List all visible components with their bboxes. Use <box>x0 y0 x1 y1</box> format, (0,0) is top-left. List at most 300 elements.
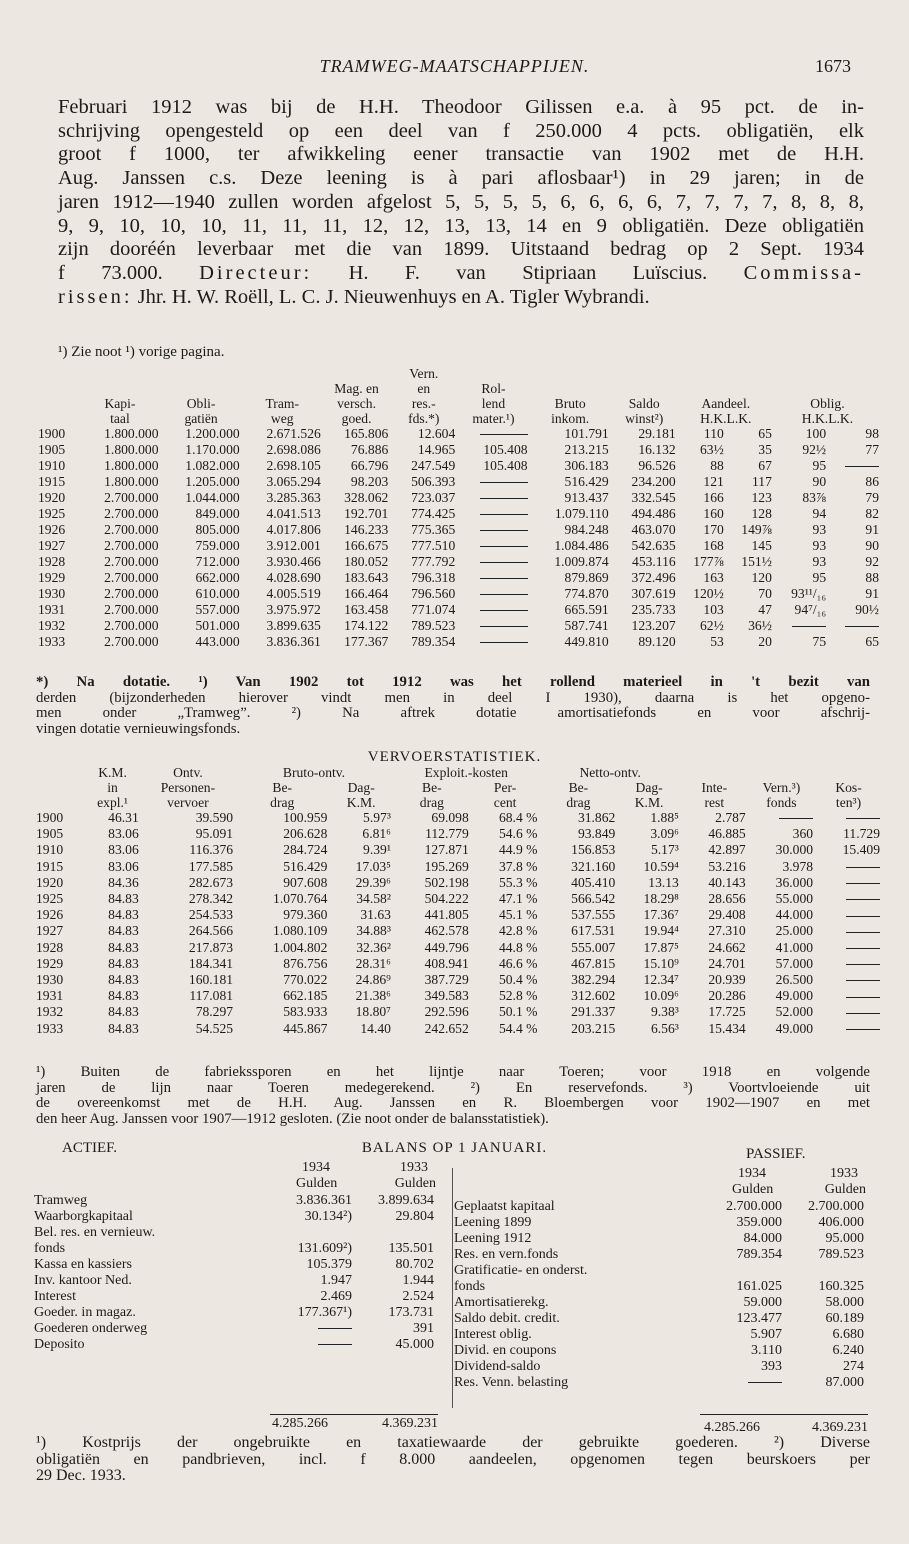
balance-row <box>32 1209 436 1225</box>
balance-item-value: 2.700.000 <box>726 1199 782 1214</box>
intro-line: schrijving opengesteld op een deel van f 250.000 4 pcts. obligatiën, elk <box>58 119 864 142</box>
table-cell: 183.643 <box>344 570 389 585</box>
balance-item-value <box>354 1225 436 1241</box>
table-cell: 84.83 <box>108 955 139 971</box>
unit-label: Gulden <box>296 1176 338 1191</box>
table-body <box>34 810 882 1037</box>
table-cell <box>457 506 529 522</box>
table-cell <box>774 618 828 634</box>
table-row <box>34 810 882 826</box>
column-header: Be- <box>272 780 293 795</box>
dash-placeholder <box>480 546 528 547</box>
table-cell: 20.286 <box>708 988 746 1004</box>
table-cell: 127.871 <box>424 842 469 858</box>
table-header-row <box>36 396 881 411</box>
table-cell: 3.912.001 <box>266 538 321 553</box>
table-cell: 1.800.000 <box>104 426 159 441</box>
balance-item-value <box>272 1225 354 1241</box>
footnote-line: derden (bijzonderheden hierover vindt men in deel I 1930), daarna is het opgeno- <box>36 689 870 706</box>
table-cell: 282.673 <box>188 874 234 890</box>
balance-item-value: 58.000 <box>825 1295 864 1310</box>
table-cell: 21.38⁶ <box>355 988 391 1004</box>
table-cell: 53.216 <box>708 858 746 874</box>
column-header: drag <box>419 795 444 810</box>
table-cell: 120½ <box>693 586 724 601</box>
dash-placeholder <box>480 626 528 627</box>
table-cell: 31.63 <box>360 907 391 923</box>
table-cell: 42.897 <box>708 842 746 858</box>
footnote-line: de overeenkomst met de H.H. Aug. Janssen en R. Bloembergen voor 1902—1907 en met <box>36 1095 870 1112</box>
table-cell: 1.079.110 <box>554 506 609 521</box>
table-body <box>32 1193 436 1353</box>
table-cell: 2.700.000 <box>104 618 159 633</box>
transport-statistics-table <box>34 765 882 1037</box>
table-cell: 2.671.526 <box>266 426 321 441</box>
table-row <box>36 634 881 650</box>
balance-item-value <box>272 1337 354 1353</box>
balance-row <box>32 1241 436 1257</box>
table-cell: 2.700.000 <box>104 602 159 617</box>
footnote-financial <box>36 675 870 737</box>
table-cell: 70 <box>758 586 772 601</box>
total-1934: 4.285.266 <box>704 1420 760 1435</box>
table-cell: 789.523 <box>411 618 456 633</box>
balance-row <box>452 1215 866 1231</box>
table-cell: 10.09⁶ <box>643 988 679 1004</box>
table-cell: 44.000 <box>775 907 814 923</box>
table-cell: 54.6 % <box>498 826 538 842</box>
dash-placeholder <box>846 932 880 933</box>
column-header: K.M. <box>98 765 127 780</box>
table-cell: 441.805 <box>424 907 469 923</box>
table-cell: 39.590 <box>195 810 234 825</box>
table-cell: 14.965 <box>417 442 456 457</box>
dash-placeholder <box>318 1344 352 1345</box>
table-row <box>36 490 881 506</box>
balance-item-label: fonds <box>34 1241 66 1256</box>
balance-item-value <box>702 1263 784 1279</box>
footnote-line: obligatiën en pandbrieven, incl. f 8.000 aandeelen, opgenomen tegen beurskoers per <box>36 1450 870 1468</box>
dash-placeholder <box>846 916 880 917</box>
table-cell: 13.13 <box>648 874 679 890</box>
table-cell <box>457 634 529 650</box>
table-cell: 662.185 <box>283 988 328 1004</box>
year-cell: 1910 <box>38 458 66 473</box>
table-cell: 4.041.513 <box>266 506 321 521</box>
table-cell: 12.604 <box>417 426 456 441</box>
table-cell: 95.091 <box>195 826 234 842</box>
table-cell: 76.886 <box>350 442 389 457</box>
dash-placeholder <box>846 980 880 981</box>
dash-placeholder <box>846 1029 880 1030</box>
table-cell: 15.434 <box>708 1020 746 1036</box>
table-cell: 30.000 <box>775 842 814 858</box>
footnote-transport <box>36 1065 870 1127</box>
table-cell: 29.39⁶ <box>355 874 391 890</box>
year-cell: 1927 <box>38 538 66 553</box>
table-cell: 2.700.000 <box>104 522 159 537</box>
balance-item-value: 5.907 <box>750 1327 782 1342</box>
balance-row <box>32 1321 436 1337</box>
table-cell: 463.070 <box>631 522 676 537</box>
balance-item-value: 2.524 <box>402 1289 434 1304</box>
balance-row <box>452 1279 866 1295</box>
table-cell: 2.787 <box>715 810 746 825</box>
footnote-line: jaren de lijn naar Toeren medegerekend. ²) En reservefonds. ³) Voortvloeiende uit <box>36 1079 870 1096</box>
column-header: Saldo <box>628 396 660 411</box>
table-cell: 45.1 % <box>498 907 538 923</box>
table-cell: 110 <box>703 426 724 441</box>
table-cell: 405.410 <box>571 874 616 890</box>
table-cell: 92 <box>865 554 879 569</box>
table-cell <box>457 490 529 506</box>
dash-placeholder <box>480 610 528 611</box>
table-cell: 6.81⁶ <box>362 826 391 842</box>
table-cell: 93 <box>812 538 827 553</box>
table-cell: 36.000 <box>775 874 814 890</box>
column-header: Bruto-ontv. <box>282 765 346 780</box>
table-cell: 15.409 <box>842 842 880 858</box>
balance-item-label: Res. Venn. belasting <box>454 1375 569 1390</box>
table-cell: 42.8 % <box>498 923 538 939</box>
passief-table <box>452 1199 866 1391</box>
table-cell: 184.341 <box>188 955 234 971</box>
table-cell: 3.975.972 <box>266 602 321 617</box>
table-cell <box>457 538 529 554</box>
dash-placeholder <box>779 818 813 819</box>
dash-placeholder <box>846 948 880 949</box>
footnote-line: men onder „Tramweg”. ²) Na aftrek dotatie amortisatiefonds en voor afschrij- <box>36 705 870 722</box>
table-cell: 67 <box>758 458 772 473</box>
column-header: Kos- <box>835 780 862 795</box>
table-cell: 3.285.363 <box>266 490 321 505</box>
table-cell: 2.700.000 <box>104 506 159 521</box>
table-cell: 264.566 <box>188 923 234 939</box>
column-header: rest <box>704 795 725 810</box>
table-cell: 128 <box>751 506 772 521</box>
table-cell: 32.36² <box>356 939 391 955</box>
table-row <box>36 586 881 602</box>
table-cell <box>815 956 882 972</box>
dash-placeholder <box>846 997 880 998</box>
table-cell: 516.429 <box>564 474 609 489</box>
column-header: Be- <box>568 780 589 795</box>
table-cell: 774.870 <box>564 586 609 601</box>
table-cell: 771.074 <box>411 602 456 617</box>
balance-row <box>32 1273 436 1289</box>
table-cell: 12.34⁷ <box>643 972 679 988</box>
column-header: Aandeel. <box>701 396 751 411</box>
table-cell: 163.458 <box>344 602 389 617</box>
table-header-row <box>34 780 882 795</box>
column-header: gatiën <box>184 411 218 426</box>
table-cell: 91 <box>865 586 879 601</box>
table-cell: 84.83 <box>108 972 139 988</box>
table-cell <box>815 810 882 826</box>
balance-item-value: 789.523 <box>818 1247 864 1262</box>
table-cell: 770.022 <box>283 972 328 988</box>
table-row <box>34 988 882 1004</box>
table-cell: 37.8 % <box>498 858 538 874</box>
balance-row <box>32 1337 436 1353</box>
table-cell: 166.464 <box>344 586 389 601</box>
table-cell: 47.1 % <box>498 891 538 907</box>
column-header: Obli- <box>186 396 216 411</box>
column-header: Dag- <box>347 780 375 795</box>
year-cell: 1932 <box>38 618 66 633</box>
balance-item-value: 45.000 <box>395 1337 434 1352</box>
table-cell: 49.000 <box>775 988 814 1004</box>
table-cell <box>828 618 881 634</box>
year-cell: 1920 <box>36 874 64 890</box>
table-cell: 467.815 <box>571 955 616 971</box>
table-cell: 566.542 <box>571 891 616 907</box>
year-cell: 1905 <box>36 826 64 842</box>
total-rule <box>270 1414 438 1415</box>
table-cell: 177.367 <box>344 634 389 649</box>
year-cell: 1933 <box>38 634 66 649</box>
table-cell: 5.17³ <box>650 842 679 858</box>
table-cell: 46.31 <box>108 810 139 825</box>
year-cell: 1930 <box>36 972 64 988</box>
table-cell: 372.496 <box>631 570 676 585</box>
table-cell: 29.408 <box>708 907 746 923</box>
column-header: goed. <box>341 411 372 426</box>
balance-row <box>452 1263 866 1279</box>
table-cell: 69.098 <box>431 810 469 825</box>
table-cell: 84.83 <box>108 1004 139 1020</box>
table-cell: 55.000 <box>775 891 814 907</box>
table-header-row <box>36 381 881 396</box>
balance-row <box>32 1305 436 1321</box>
year-cell: 1915 <box>38 474 66 489</box>
table-cell: 98.203 <box>350 474 389 489</box>
table-cell: 445.867 <box>283 1020 328 1036</box>
balance-row <box>452 1327 866 1343</box>
table-row <box>36 458 881 474</box>
column-header: winst²) <box>625 411 664 426</box>
table-cell: 254.533 <box>188 907 234 923</box>
actief-label: ACTIEF. <box>62 1140 118 1156</box>
table-cell: 46.885 <box>708 826 746 842</box>
table-cell: 723.037 <box>411 490 456 505</box>
table-cell: 462.578 <box>424 923 469 939</box>
table-cell: 506.393 <box>411 474 456 489</box>
table-cell: 247.549 <box>411 458 456 473</box>
table-cell: 234.200 <box>631 474 676 489</box>
column-header: Vern. <box>409 366 439 381</box>
table-row <box>34 923 882 939</box>
table-cell: 24.701 <box>708 955 746 971</box>
table-cell: 88 <box>865 570 879 585</box>
table-cell: 312.602 <box>571 988 616 1004</box>
table-cell: 10.59⁴ <box>643 858 679 874</box>
dash-placeholder <box>318 1328 352 1329</box>
table-cell: 117 <box>752 474 772 489</box>
commissarissen-label-cont: rissen: <box>58 285 133 308</box>
table-cell <box>815 875 882 891</box>
table-cell: 90 <box>812 474 827 489</box>
table-cell: 876.756 <box>283 955 328 971</box>
balance-item-value: 3.110 <box>751 1343 782 1358</box>
dash-placeholder <box>480 642 528 643</box>
table-cell: 180.052 <box>344 554 389 569</box>
dash-placeholder <box>792 626 826 627</box>
table-cell: 63½ <box>700 442 724 457</box>
balance-row <box>452 1231 866 1247</box>
table-cell: 796.318 <box>411 570 456 585</box>
balance-item-value: 789.354 <box>736 1247 782 1262</box>
table-cell: 112.779 <box>425 826 469 842</box>
year-cell: 1931 <box>38 602 66 617</box>
table-cell: 349.583 <box>424 988 469 1004</box>
table-row <box>34 972 882 988</box>
table-cell: 165.806 <box>344 426 389 441</box>
table-cell: 2.700.000 <box>104 554 159 569</box>
column-header: expl.¹ <box>97 795 129 810</box>
dash-placeholder <box>748 1382 782 1383</box>
table-cell <box>457 602 529 618</box>
table-cell: 52.8 % <box>498 988 538 1004</box>
column-header: Be- <box>422 780 442 795</box>
table-cell: 149⅞ <box>741 522 772 537</box>
table-cell <box>828 458 881 474</box>
intro-paragraph <box>58 96 864 309</box>
table-cell: 14.40 <box>360 1020 391 1036</box>
intro-line: 9, 9, 10, 10, 10, 11, 11, 11, 12, 12, 13, 13, 14 en 9 obligatiën. Deze obligatiën <box>58 214 864 237</box>
table-cell: 617.531 <box>571 923 616 939</box>
balance-item-label: Divid. en coupons <box>454 1343 557 1358</box>
table-cell: 47 <box>758 602 772 617</box>
table-cell: 712.000 <box>195 554 240 569</box>
dash-placeholder <box>845 466 879 467</box>
table-cell <box>815 891 882 907</box>
table-cell: 88 <box>710 458 724 473</box>
year-1933: 1933 <box>830 1166 858 1181</box>
column-header: versch. <box>337 396 376 411</box>
table-cell: 120 <box>751 570 772 585</box>
column-header: Bruto <box>554 396 586 411</box>
column-header: res.- <box>411 396 436 411</box>
table-cell: 796.560 <box>411 586 456 601</box>
table-cell: 28.656 <box>708 891 746 907</box>
balance-item-label: Deposito <box>34 1337 85 1352</box>
table-cell: 5.97³ <box>363 810 391 825</box>
dash-placeholder <box>846 1013 880 1014</box>
balance-item-value: 406.000 <box>818 1215 864 1230</box>
table-row <box>34 956 882 972</box>
page-number: 1673 <box>815 56 851 76</box>
column-header: K.M. <box>346 795 376 810</box>
year-cell: 1905 <box>38 442 66 457</box>
table-cell: 17.36⁷ <box>643 907 679 923</box>
year-cell: 1928 <box>36 939 64 955</box>
balance-item-value: 6.680 <box>832 1327 864 1342</box>
table-cell: 29.181 <box>638 426 676 441</box>
table-cell: 84.83 <box>108 907 139 923</box>
table-cell: 100.959 <box>283 810 328 825</box>
total-1933: 4.369.231 <box>812 1420 868 1435</box>
intro-line-directeur <box>58 262 864 286</box>
commissarissen-names: Jhr. H. W. Roëll, L. C. J. Nieuwenhuys en A. Tigler Wybrandi. <box>132 285 650 308</box>
table-cell <box>457 618 529 634</box>
table-cell: 789.354 <box>411 634 456 649</box>
table-cell: 3.978 <box>782 858 814 874</box>
table-cell: 3.836.361 <box>266 634 321 649</box>
table-row <box>36 426 881 442</box>
table-cell: 321.160 <box>571 858 616 874</box>
balance-row <box>452 1359 866 1375</box>
table-cell: 57.000 <box>775 955 814 971</box>
table-cell: 123.207 <box>631 618 676 633</box>
balance-row <box>452 1199 866 1215</box>
table-cell: 34.58² <box>356 891 391 907</box>
column-header: Netto-ontv. <box>579 765 641 780</box>
table-cell: 192.701 <box>344 506 389 521</box>
balance-item-label: Amortisatierekg. <box>454 1295 549 1310</box>
table-cell: 84.83 <box>108 923 139 939</box>
table-cell: 1.205.000 <box>185 474 240 489</box>
table-cell: 1.082.000 <box>185 458 240 473</box>
table-cell: 62½ <box>700 618 724 633</box>
table-cell: 203.215 <box>571 1020 616 1036</box>
dash-placeholder <box>480 434 528 435</box>
balance-row <box>32 1257 436 1273</box>
table-cell: 20 <box>758 634 772 649</box>
table-cell: 408.941 <box>424 955 469 971</box>
balance-item-value: 59.000 <box>743 1295 782 1310</box>
column-header: Mag. en <box>334 381 379 396</box>
table-cell: 9.39¹ <box>363 842 391 858</box>
table-row <box>34 907 882 923</box>
column-header: ten³) <box>835 795 862 810</box>
table-cell: 101.791 <box>564 426 609 441</box>
balance-item-value: 29.804 <box>395 1209 434 1224</box>
table-cell: 1.800.000 <box>104 474 159 489</box>
table-cell: 117.081 <box>189 988 234 1004</box>
commissarissen-label: Commissa- <box>743 261 864 284</box>
table-cell: 907.608 <box>283 874 328 890</box>
table-row <box>36 618 881 634</box>
table-cell: 121 <box>703 474 724 489</box>
table-header-row <box>34 795 882 810</box>
dash-placeholder <box>846 818 880 819</box>
column-header: cent <box>493 795 517 810</box>
balance-item-label: Saldo debit. credit. <box>454 1311 560 1326</box>
table-cell: 146.233 <box>344 522 389 537</box>
table-row <box>34 826 882 842</box>
table-cell: 307.619 <box>631 586 676 601</box>
table-cell: 160.181 <box>188 972 234 988</box>
balance-item-label: Interest oblig. <box>454 1327 532 1342</box>
table-cell: 83.06 <box>108 858 139 874</box>
table-cell: 4.017.806 <box>266 522 321 537</box>
table-row <box>34 842 882 858</box>
table-cell: 501.000 <box>195 618 240 633</box>
balance-item-value: 161.025 <box>736 1279 782 1294</box>
footnote-line: ¹) Buiten de fabriekssporen en het lijntje naar Toeren; voor 1918 en volgende <box>36 1064 870 1080</box>
table-cell <box>815 972 882 988</box>
table-cell: 98 <box>865 426 879 441</box>
table-cell: 90½ <box>855 602 879 617</box>
table-cell: 66.796 <box>350 458 389 473</box>
footnote-line: ¹) Kostprijs der ongebruikte en taxatiewaarde der gebruikte goederen. ²) Diverse <box>36 1434 870 1451</box>
table-cell: 54.4 % <box>498 1020 538 1036</box>
table-row <box>36 602 881 618</box>
dash-placeholder <box>480 498 528 499</box>
directeur-name: H. F. van Stipriaan Luïscius. <box>312 261 744 284</box>
year-cell: 1920 <box>38 490 66 505</box>
